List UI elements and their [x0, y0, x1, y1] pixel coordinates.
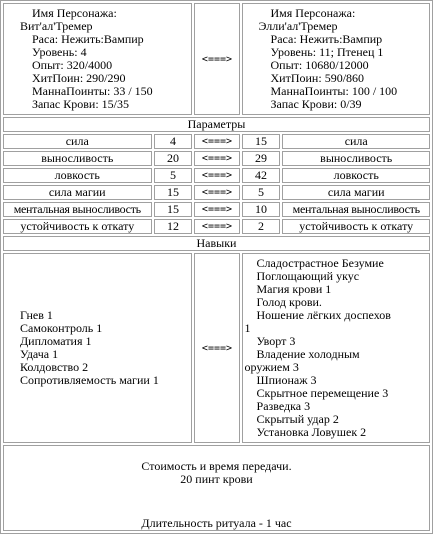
skill-item: Скрытый удар 2 — [256, 412, 339, 426]
right-mp: МаннаПоинты: 100 / 100 — [270, 84, 398, 98]
right-race: Раса: Нежить:Вампир — [270, 32, 383, 46]
param-arrow: <===> — [194, 219, 239, 234]
skills-header: Навыки — [3, 236, 430, 251]
transfer-arrow: <===> — [194, 3, 239, 115]
right-hp: ХитПоин: 590/860 — [270, 71, 365, 85]
left-param-name: устойчивость к откату — [3, 219, 152, 234]
footer-cost-value: 20 пинт крови — [180, 472, 253, 486]
right-name: Элли'ал'Тремер — [258, 19, 338, 33]
right-exp: Опыт: 10680/12000 — [270, 58, 369, 72]
left-skills — [3, 253, 192, 443]
right-param-value: 15 — [242, 134, 281, 149]
skill-item: оружием 3 — [244, 360, 299, 374]
skill-item: Уворт 3 — [256, 334, 296, 348]
right-param-name: ловкость — [282, 168, 430, 183]
skill-item: Дипломатия 1 — [20, 334, 92, 348]
skill-item: Самоконтроль 1 — [20, 321, 103, 335]
right-param-name: устойчивость к откату — [282, 219, 430, 234]
footer-duration: Длительность ритуала - 1 час — [141, 516, 292, 530]
skills-arrow: <===> — [194, 253, 239, 443]
param-arrow: <===> — [194, 151, 239, 166]
footer-cost — [3, 445, 430, 531]
footer-title: Стоимость и время передачи. — [141, 459, 292, 473]
left-exp: Опыт: 320/4000 — [32, 58, 113, 72]
param-arrow: <===> — [194, 168, 239, 183]
right-param-value: 2 — [242, 219, 281, 234]
skill-item: Ношение лёгких доспехов — [256, 308, 391, 322]
right-blood: Запас Крови: 0/39 — [270, 97, 362, 111]
skill-item: Установка Ловушек 2 — [256, 425, 367, 439]
left-level: Уровень: 4 — [32, 45, 87, 59]
left-param-name: выносливость — [3, 151, 152, 166]
skill-item: Удача 1 — [20, 347, 59, 361]
right-param-name: выносливость — [282, 151, 430, 166]
left-blood: Запас Крови: 15/35 — [32, 97, 130, 111]
left-param-value: 20 — [154, 151, 193, 166]
left-name-label: Имя Персонажа: — [32, 6, 117, 20]
left-param-name: ловкость — [3, 168, 152, 183]
skill-item: Колдовство 2 — [20, 360, 89, 374]
left-race: Раса: Нежить:Вампир — [32, 32, 144, 46]
right-param-name: сила — [282, 134, 430, 149]
skill-item: Разведка 3 — [256, 399, 311, 413]
left-param-value: 12 — [154, 219, 193, 234]
skill-item: Скрытное перемещение 3 — [256, 386, 389, 400]
skill-item: Владение холодным — [256, 347, 360, 361]
left-param-name: ментальная выносливость — [3, 202, 152, 217]
right-param-value: 5 — [242, 185, 281, 200]
left-param-value: 15 — [154, 202, 193, 217]
right-character-info — [242, 3, 430, 115]
left-mp: МаннаПоинты: 33 / 150 — [32, 84, 153, 98]
left-character-info — [3, 3, 192, 115]
params-header: Параметры — [3, 117, 430, 132]
right-param-name: ментальная выносливость — [282, 202, 430, 217]
skill-item: 1 — [244, 321, 251, 335]
skill-item: Сладострастное Безумие — [256, 256, 384, 270]
left-param-value: 15 — [154, 185, 193, 200]
right-param-name: сила магии — [282, 185, 430, 200]
right-name-label: Имя Персонажа: — [270, 6, 356, 20]
skill-item: Магия крови 1 — [256, 282, 332, 296]
param-arrow: <===> — [194, 202, 239, 217]
right-param-value: 29 — [242, 151, 281, 166]
skill-item: Шпионаж 3 — [256, 373, 317, 387]
param-arrow: <===> — [194, 134, 239, 149]
right-level: Уровень: 11; Птенец 1 — [270, 45, 384, 59]
left-param-value: 5 — [154, 168, 193, 183]
skill-item: Гнев 1 — [20, 308, 53, 322]
right-param-value: 10 — [242, 202, 281, 217]
left-param-name: сила — [3, 134, 152, 149]
param-arrow: <===> — [194, 185, 239, 200]
left-param-name: сила магии — [3, 185, 152, 200]
left-name: Вит'ал'Тремер — [20, 19, 93, 33]
right-param-value: 42 — [242, 168, 281, 183]
skill-item: Сопротивляемость магии 1 — [20, 373, 159, 387]
skill-item: Голод крови. — [256, 295, 322, 309]
right-skills — [242, 253, 430, 443]
skill-item: Поглощающий укус — [256, 269, 360, 283]
left-hp: ХитПоин: 290/290 — [32, 71, 126, 85]
left-param-value: 4 — [154, 134, 193, 149]
